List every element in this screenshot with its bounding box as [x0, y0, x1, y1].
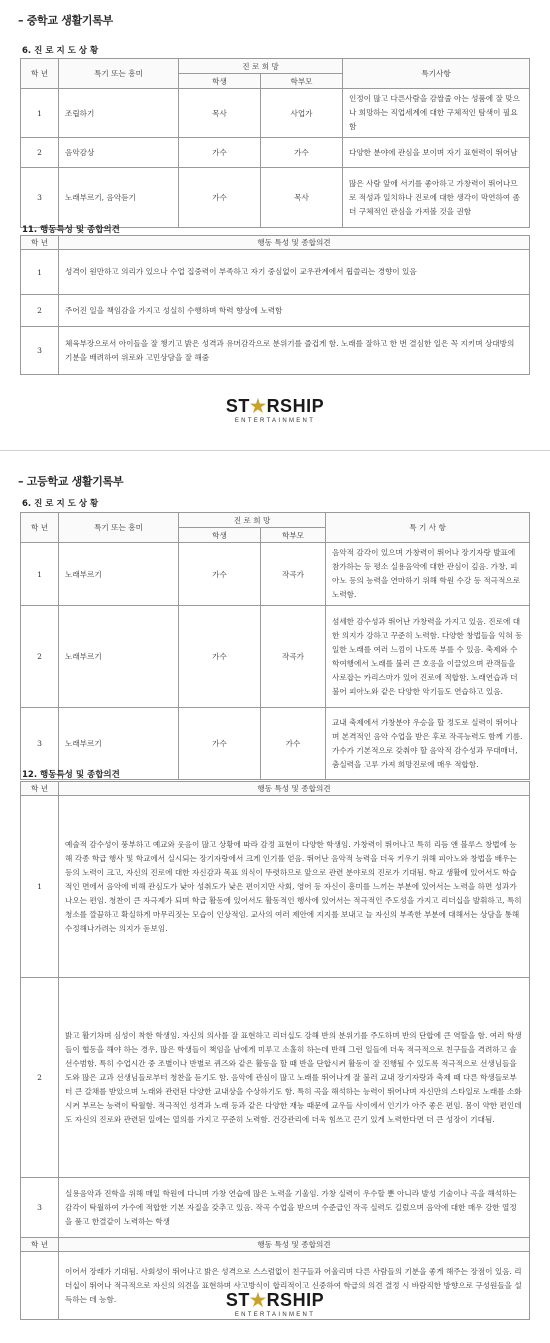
high-behavior-table [20, 781, 530, 1320]
header-interest: 특기 또는 흥미 [59, 513, 179, 543]
table-row: 3 노래부르기 가수 가수 교내 축제에서 가창분야 우승을 할 정도로 실력이 뛰어나며 본격적인 음악 수업을 받은 후로 작곡능력도 함께 기름. 가수가 기본적으로 갖춰야 할 음악적 감수성과 무대매너, 춤실력을 고루 가져 희망진로에 매우 적합함. [21, 708, 530, 780]
high-career-table [20, 512, 530, 780]
header-opinion: 행동 특성 및 종합의견 [59, 1238, 530, 1252]
table-row: 3 체육부장으로서 아이들을 잘 챙기고 밝은 성격과 유머감각으로 분위기를 즐겁게 함. 노래를 잘하고 한 번 결심한 일은 꼭 지키며 상대방의 기분을 배려하여 위로와 고민상담을 잘 해줌 [21, 327, 530, 375]
header-opinion: 행동 특성 및 종합의견 [59, 236, 530, 250]
header-hope: 진 로 희 망 [179, 513, 326, 528]
star-icon: ★ [249, 1290, 267, 1310]
high-behavior-title: 12. 행동특성 및 종합의견 [22, 770, 120, 780]
table-row: 3 실용음악과 진학을 위해 매일 학원에 다니며 가창 연습에 많은 노력을 기울임. 가창 실력이 우수할 뿐 아니라 발성 기술이나 곡을 해석하는 감각이 탁월하여 가수에 적합한 기본 자질을 갖추고 있음. 작곡 수업을 받으며 수준급인 작곡 실력도 길렀으며 음악에 대한 매우 강한 열정을 품고 한결같이 노력하는 학생 [21, 1178, 530, 1238]
header-grade: 학 년 [21, 513, 59, 543]
header-hope: 진 로 희 망 [179, 59, 343, 74]
divider [0, 450, 550, 451]
middle-behavior-title: 11. 행동특성 및 종합의견 [22, 225, 120, 235]
starship-logo: ST★RSHIP ENTERTAINMENT [225, 396, 325, 424]
header-parent: 학부모 [261, 528, 326, 543]
star-icon: ★ [249, 396, 267, 416]
table-row: 3 노래부르기, 음악듣기 가수 목사 많은 사람 앞에 서기를 좋아하고 가창력이 뛰어나므로 적성과 일치하나 진로에 대한 생각이 막연하여 좀더 구체적인 관심을 가져볼 것을 권함 [21, 168, 530, 228]
header-grade: 학 년 [21, 236, 59, 250]
header-student: 학생 [179, 528, 261, 543]
middle-school-title: – 중학교 생활기록부 [18, 14, 113, 27]
header-grade: 학 년 [21, 1238, 59, 1252]
middle-career-title: 6. 진 로 지 도 상 황 [22, 46, 99, 56]
header-grade: 학 년 [21, 59, 59, 89]
header-opinion: 행동 특성 및 종합의견 [59, 782, 530, 796]
table-row: 이어서 장래가 기대됨. 사회성이 뛰어나고 밝은 성격으로 스스럼없이 친구들과 어울리며 다른 사람들의 기분을 좋게 해주는 장점이 있음. 리더십이 뛰어나 적극적으로 자신의 의견을 표현하며 사고방식이 합리적이고 신중하여 학급의 의견 결정 시 바람직한 방향으로 구성원들을 설득하는 데 능함. [21, 1252, 530, 1320]
table-row: 2 밝고 활기차며 심성이 착한 학생임. 자신의 의사를 잘 표현하고 리더십도 강해 반의 분위기를 주도하며 반의 단합에 큰 역할을 함. 여러 학생들이 협동을 해야 하는 경우, 많은 학생들이 책임을 남에게 미루고 소홀히 하는데 반해 그런 일들에 더욱 적극적으로 친구들을 격려하고 솔선수범함. 특히 수업시간 중 조별이나 반별로 퀴즈와 같은 활동을 할 때 반을 단합시켜 활동이 잘 진행될 수 있도록 적극적으로 선생님들을 도와 많은 교과 선생님들로부터 청찬을 듣기도 함. 음악에 관심이 많고 노래를 뛰어나게 잘 불러 교내 장기자랑과 축제 때 다른 학생들로부터 큰 갈채를 받았으며 노래와 관련된 다양한 교내상을 수상하기도 함. 특히 곡을 해석하는 능력이 뛰어나며 자신만의 스타일로 노래를 소화시켜 부르는 능력이 탁월함. 적극적인 성격과 노래 등과 같은 다양한 재능 때문에 교우들 사이에서 인기가 아주 좋은 편임. 몸이 약한 편인데도 자신의 진로와 관련된 일에는 열의를 가지고 꾸준히 노력함. 건강관리에 더욱 힘쓰고 끈기 있게 노력한다면 더 큰 성장이 기대됨. [21, 978, 530, 1178]
header-note: 특기사항 [343, 59, 530, 89]
header-grade: 학 년 [21, 782, 59, 796]
high-school-title: – 고등학교 생활기록부 [18, 475, 124, 488]
header-student: 학생 [179, 74, 261, 89]
table-row: 1 노래부르기 가수 작곡가 음악적 감각이 있으며 가창력이 뛰어나 장기자랑 발표에 참가하는 등 평소 실용음악에 대한 관심이 깊음. 가창, 피아노 등의 능력을 연마하기 위해 학원 수강 등 적극적으로 노력함. [21, 543, 530, 606]
table-row: 2 음악감상 가수 가수 다양한 분야에 관심을 보이며 자기 표현력이 뛰어남 [21, 138, 530, 168]
high-career-title: 6. 진 로 지 도 상 황 [22, 499, 99, 509]
middle-career-table [20, 58, 530, 228]
header-parent: 학부모 [261, 74, 343, 89]
table-row: 2 주어진 일을 책임감을 가지고 성실히 수행하며 학력 향상에 노력함 [21, 295, 530, 327]
table-row: 1 조립하기 목사 사업가 인정이 많고 다른사람을 감쌀줄 아는 성품에 잘 맞으나 희망하는 직업세계에 대한 구체적인 탐색이 필요함 [21, 89, 530, 138]
table-row: 1 성격이 원만하고 의리가 있으나 수업 집중력이 부족하고 자기 중심없이 교우관계에서 휩쓸리는 경향이 있음 [21, 250, 530, 295]
table-row: 1 예술적 감수성이 풍부하고 예교와 웃음이 많고 상황에 따라 감정 표현이 다양한 학생임. 가창력이 뛰어나고 특히 리듬 앤 블루스 창법에 능해 각종 학급 행사 및 학교에서 실시되는 장기자랑에서 크게 인기를 얻음. 뛰어난 음악적 능력을 더욱 키우기 위해 피아노와 창법을 배우는 등의 노력이 크고, 자신의 진로에 대한 자신감과 목표 의식이 뚜렷하므로 앞으로 관련 분야로의 진로가 기대됨. 학교 생활에 있어서도 학습적인 면에서 음악에 비해 관심도가 낮아 성취도가 낮은 편이지만 사회, 영어 등 자신이 흥미를 느끼는 부분에 있어서는 노력을 하면 성과가 나오는 편임. 청찬이 큰 자극제가 되며 학급 활동에 있어서도 활동적인 행사에 있어서는 적극적인 주도성을 가지고 리더십을 발휘하고, 특히 청소를 깔끔하고 확실하게 마무리짓는 모습이 인상적임. 교사의 여러 제안에 지지를 보내고 늘 자신의 부족한 부분에 대해서는 상담을 통해 수정해나가려는 의지가 돋보임. [21, 796, 530, 978]
table-row: 2 노래부르기 가수 작곡가 섬세한 감수성과 뛰어난 가창력을 가지고 있음. 진로에 대한 의지가 강하고 꾸준히 노력함. 다양한 창법들을 익혀 동일한 노래를 여러 느낌이 나도록 부를 수 있음. 축제와 수학여행에서 노래를 불러 큰 호응을 이끌었으며 관객들을 사로잡는 카리스마가 있어 진로에 적합함. 노래연습과 더불어 피아노와 같은 다양한 악기들도 연습하고 있음. [21, 606, 530, 708]
header-note: 특 기 사 항 [326, 513, 530, 543]
middle-behavior-table [20, 235, 530, 375]
header-interest: 특기 또는 흥미 [59, 59, 179, 89]
starship-logo: ST★RSHIP ENTERTAINMENT [225, 1290, 325, 1318]
